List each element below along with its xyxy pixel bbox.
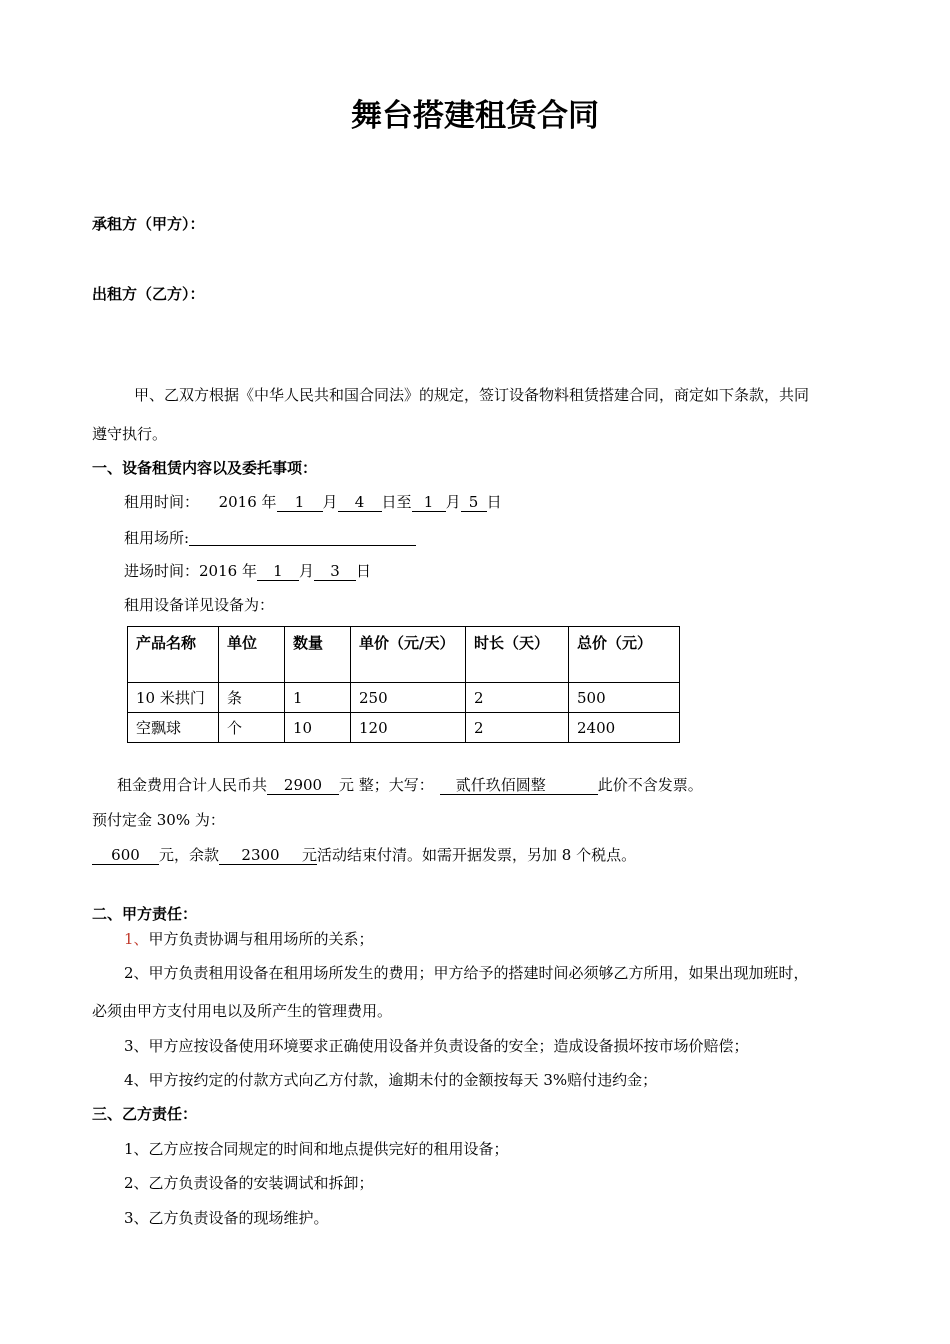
table-header-cell: 单位 [219,627,285,683]
entry-day: 3 [314,564,356,581]
total-prefix: 租金费用合计人民币共 [117,776,268,794]
table-cell: 250 [351,683,466,713]
table-row [128,683,680,713]
table-cell: 500 [569,683,680,713]
table-cell: 2 [466,713,569,743]
day-to: 日至 [381,493,412,511]
payment-mid: 元，余款 [159,846,220,864]
equipment-table [127,626,680,743]
payment-suffix: 活动结束付清。如需开据发票，另加 8 个税点。 [317,846,637,864]
balance-amount: 2300 [219,848,302,865]
rent-start-year: 2016 年 [218,493,277,511]
table-header-cell: 数量 [285,627,351,683]
table-header-cell: 单价（元/天） [351,627,466,683]
table-cell: 120 [351,713,466,743]
section-1-heading: 一、设备租赁内容以及委托事项： [92,459,318,477]
equipment-label: 租用设备详见设备为： [124,596,275,614]
payment-line [92,848,636,865]
rent-time-line [124,495,502,512]
table-row [128,713,680,743]
table-cell: 2400 [569,713,680,743]
table-header-row [128,627,680,683]
table-cell: 空飘球 [128,713,219,743]
intro-line-2: 遵守执行。 [92,425,168,443]
section-2-heading: 二、甲方责任： [92,905,198,923]
total-capital: 贰仟玖佰圆整 [440,778,598,795]
item-number: 1、 [124,930,149,948]
section-3-item-1: 1、乙方应按合同规定的时间和地点提供完好的租用设备； [124,1140,509,1158]
lessee-label: 承租方（甲方）： [92,215,205,233]
table-cell: 条 [219,683,285,713]
deposit-amount: 600 [92,848,159,865]
section-3-item-3: 3、乙方负责设备的现场维护。 [124,1209,329,1227]
entry-day-unit: 日 [355,562,371,580]
venue-blank [189,530,416,546]
total-line [117,778,703,795]
rent-start-day: 4 [338,495,382,512]
total-unit: 元 整；大写： [339,776,434,794]
entry-month-unit: 月 [298,562,314,580]
contract-title: 舞台搭建租赁合同 [351,98,599,134]
section-2-item-2-line-2: 必须由甲方支付用电以及所产生的管理费用。 [92,1002,393,1020]
entry-time-label: 进场时间：2016 年 [124,562,257,580]
section-2-item-2-line-1: 2、甲方负责租用设备在租用场所发生的费用；甲方给予的搭建时间必须够乙方所用，如果出现加班时， [124,964,809,982]
venue-line [124,530,416,546]
table-header-cell: 产品名称 [128,627,219,683]
item-text: 甲方负责协调与租用场所的关系； [148,930,374,948]
table-cell: 个 [219,713,285,743]
balance-unit: 元 [302,846,318,864]
entry-month: 1 [257,564,299,581]
table-header-cell: 总价（元） [569,627,680,683]
rent-end-day: 5 [461,495,487,512]
day-unit: 日 [486,493,502,511]
rent-time-label: 租用时间： [124,493,200,511]
table-cell: 10 米拱门 [128,683,219,713]
intro-line-1: 甲、乙双方根据《中华人民共和国合同法》的规定，签订设备物料租赁搭建合同，商定如下条款，共同 [134,386,810,404]
deposit-line: 预付定金 30% 为： [92,811,225,829]
table-cell: 10 [285,713,351,743]
table-cell: 2 [466,683,569,713]
section-2-item-4: 4、甲方按约定的付款方式向乙方付款，逾期未付的金额按每天 3%赔付违约金； [124,1071,658,1089]
month-unit: 月 [322,493,338,511]
lessor-label: 出租方（乙方）： [92,285,205,303]
rent-end-month: 1 [412,495,446,512]
total-amount: 2900 [267,778,339,795]
section-2-item-3: 3、甲方应按设备使用环境要求正确使用设备并负责设备的安全；造成设备损坏按市场价赔偿； [124,1037,749,1055]
total-suffix: 此价不含发票。 [597,776,703,794]
section-3-item-2: 2、乙方负责设备的安装调试和拆卸； [124,1174,374,1192]
section-2-item-1 [124,932,374,947]
venue-label: 租用场所: [124,529,190,547]
month-unit-2: 月 [445,493,461,511]
entry-time-line [124,564,371,581]
rent-start-month: 1 [277,495,323,512]
table-cell: 1 [285,683,351,713]
table-header-cell: 时长（天） [466,627,569,683]
section-3-heading: 三、乙方责任： [92,1105,198,1123]
